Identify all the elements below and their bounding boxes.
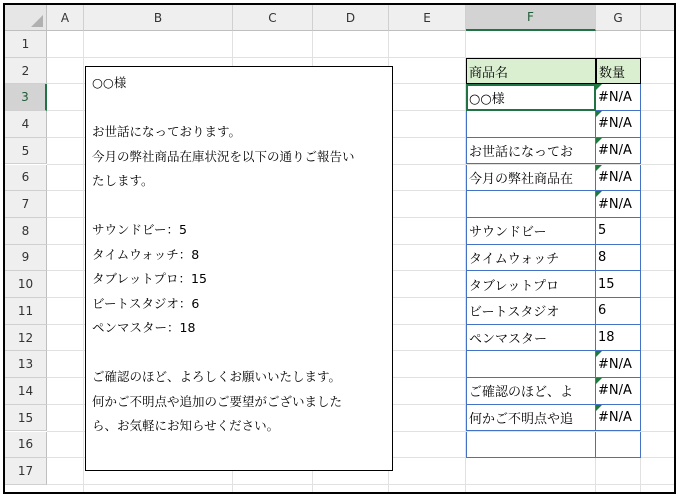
message-line: タブレットプロ：15 [92,271,207,286]
row-header-17[interactable]: 17 [5,458,47,485]
quantity-cell[interactable] [596,405,641,432]
product-name-cell[interactable] [466,191,596,218]
quantity-cell-value: 18 [598,330,615,346]
quantity-cell[interactable] [596,84,641,111]
quantity-cell[interactable] [596,165,641,192]
row-header-6[interactable]: 6 [5,165,47,192]
message-line: 今月の弊社商品在庫状況を以下の通りご報告い [92,148,355,164]
message-line: サウンドビー：5 [92,222,187,237]
quantity-cell[interactable] [596,325,641,352]
column-header-overflow[interactable] [641,5,676,31]
product-name-cell[interactable] [466,218,596,245]
product-name-cell[interactable] [466,165,596,192]
error-triangle-icon [596,165,602,171]
quantity-cell[interactable] [596,111,641,138]
product-name-cell-value: 何かご不明点や追 [469,412,574,428]
quantity-cell-value: #N/A [598,196,632,212]
column-header-a[interactable]: A [47,5,84,31]
column-header-e[interactable]: E [389,5,466,31]
column-header-b[interactable]: B [84,5,233,31]
product-name-cell-value: ペンマスター [469,332,548,348]
product-name-cell-value: お世話になってお [469,145,574,161]
quantity-cell-value: #N/A [598,383,632,399]
product-name-cell-value: ご確認のほど、よ [469,385,574,401]
row-header-5[interactable]: 5 [5,138,47,165]
error-triangle-icon [596,111,602,117]
quantity-cell[interactable] [596,218,641,245]
header-product-name[interactable] [466,58,596,85]
message-line: ご確認のほど、よろしくお願いいたします。 [92,369,342,384]
product-name-cell-value: ○○様 [469,91,505,107]
row-header-16[interactable]: 16 [5,432,47,459]
quantity-cell-value: #N/A [598,116,632,132]
quantity-cell-value: 6 [598,303,607,319]
column-header-d[interactable]: D [313,5,389,31]
quantity-cell[interactable] [596,191,641,218]
quantity-cell-value: #N/A [598,356,632,372]
row-header-4[interactable]: 4 [5,111,47,138]
message-line: 何かご不明点や追加のご要望がございました [92,393,343,409]
row-header-7[interactable]: 7 [5,191,47,218]
quantity-cell-value: #N/A [598,410,632,426]
error-triangle-icon [596,191,602,197]
row-header-9[interactable]: 9 [5,245,47,272]
message-line: ビートスタジオ：6 [92,295,200,311]
row-header-10[interactable]: 10 [5,271,47,298]
column-header-c[interactable]: C [233,5,313,31]
row-header-15[interactable]: 15 [5,405,47,432]
row-header-14[interactable]: 14 [5,378,47,405]
product-name-cell[interactable] [466,84,596,111]
product-name-cell[interactable] [466,432,596,459]
row-header-11[interactable]: 11 [5,298,47,325]
column-header-g[interactable]: G [596,5,641,31]
product-name-cell-value: サウンドビー [469,225,547,241]
message-line: タイムウォッチ：8 [92,246,200,262]
quantity-cell[interactable] [596,271,641,298]
product-name-cell[interactable] [466,271,596,298]
message-line [92,341,386,366]
product-name-cell[interactable] [466,405,596,432]
gridline-horizontal [47,484,674,485]
quantity-cell[interactable] [596,298,641,325]
product-name-cell[interactable] [466,378,596,405]
product-name-cell[interactable] [466,111,596,138]
error-triangle-icon [596,378,602,384]
quantity-cell[interactable] [596,432,641,459]
gridline-vertical [83,31,84,492]
message-line: ペンマスター：18 [92,320,196,335]
row-header-1[interactable]: 1 [5,31,47,58]
quantity-cell-value: 5 [598,223,607,239]
product-name-cell[interactable] [466,351,596,378]
quantity-cell-value: #N/A [598,89,632,105]
error-triangle-icon [596,84,602,90]
quantity-cell-value: 15 [598,276,615,292]
quantity-cell[interactable] [596,351,641,378]
quantity-cell-value: #N/A [598,143,632,159]
message-line: ら、お気軽にお知らせください。 [92,418,280,433]
message-line [92,96,386,121]
error-triangle-icon [596,405,602,411]
product-name-cell-value: ビートスタジオ [469,305,560,321]
quantity-cell[interactable] [596,138,641,165]
product-name-cell[interactable] [466,298,596,325]
header-product-name-value: 商品名 [469,65,509,81]
row-header-2[interactable]: 2 [5,58,47,85]
product-name-cell[interactable] [466,245,596,272]
product-name-cell[interactable] [466,138,596,165]
row-header-13[interactable]: 13 [5,351,47,378]
message-line [92,194,386,219]
error-triangle-icon [596,138,602,144]
column-header-f[interactable]: F [466,5,596,31]
error-triangle-icon [596,351,602,357]
row-header-8[interactable]: 8 [5,218,47,245]
message-line: お世話になっております。 [92,124,242,139]
message-line: たします。 [92,173,154,188]
product-name-cell-value: タイムウォッチ [469,251,560,267]
message-line: ○○様 [92,75,127,90]
quantity-cell-value: 8 [598,249,607,265]
header-quantity[interactable] [596,58,641,85]
header-quantity-value: 数量 [599,65,626,81]
message-textbox[interactable] [85,66,393,471]
product-name-cell-value: タブレットプロ [469,278,559,294]
row-header-3[interactable]: 3 [5,84,47,111]
quantity-cell[interactable] [596,378,641,405]
product-name-cell[interactable] [466,325,596,352]
quantity-cell[interactable] [596,245,641,272]
quantity-cell-value: #N/A [598,169,632,185]
row-header-12[interactable]: 12 [5,325,47,352]
select-all-triangle-icon [31,15,43,27]
product-name-cell-value: 今月の弊社商品在 [469,171,574,187]
select-all-button[interactable] [5,5,47,31]
spreadsheet-window [3,3,676,494]
